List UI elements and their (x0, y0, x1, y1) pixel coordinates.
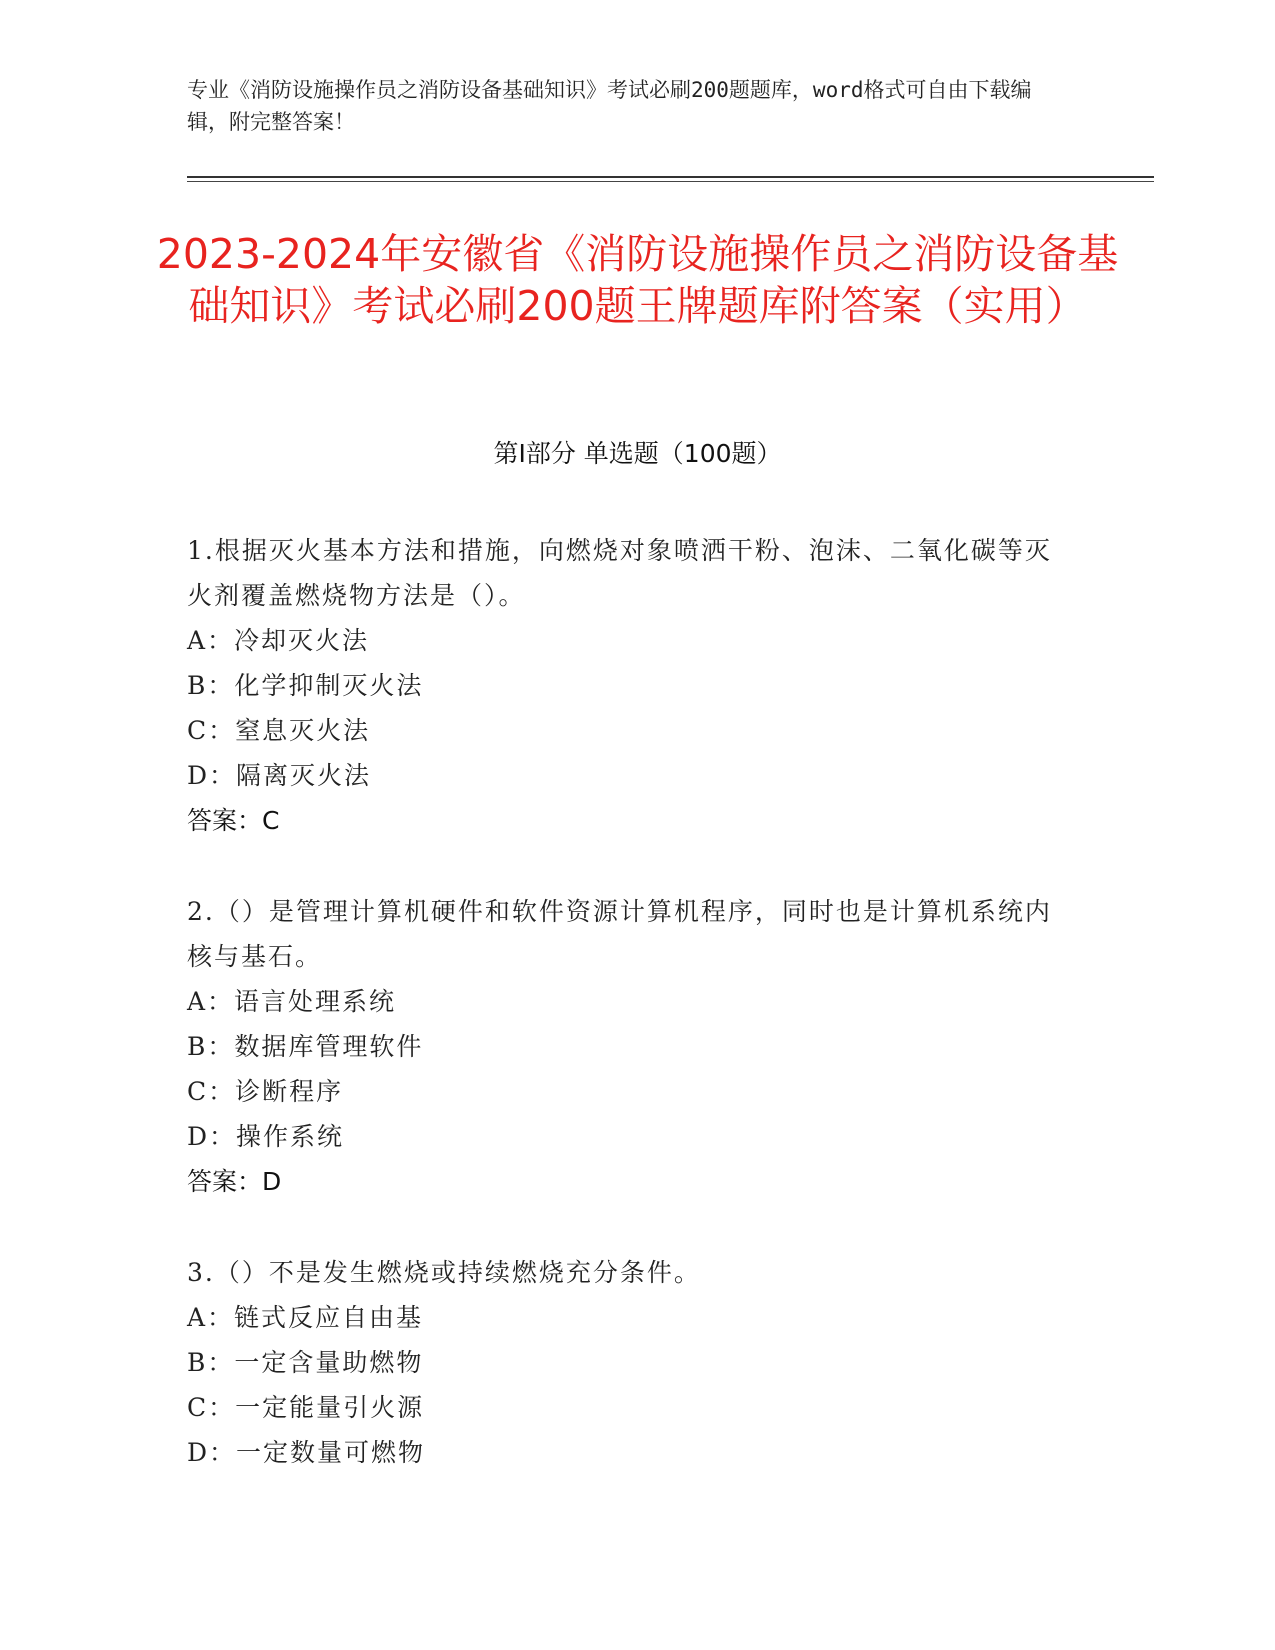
option-c: C：窒息灭火法 (187, 716, 371, 745)
question-text: 1.根据灭火基本方法和措施，向燃烧对象喷洒干粉、泡沫、二氧化碳等灭火剂覆盖燃烧物方法是（）。 (187, 536, 1052, 610)
question-list (187, 528, 1067, 1521)
header-note: 专业《消防设施操作员之消防设备基础知识》考试必刷200题题库，word格式可自由下载编辑，附完整答案！ (187, 78, 1032, 134)
question-text: 3.（）不是发生燃烧或持续燃烧充分条件。 (187, 1258, 701, 1287)
question-2 (187, 889, 1067, 1204)
option-c: C：诊断程序 (187, 1077, 344, 1106)
option-a: A：链式反应自由基 (187, 1303, 424, 1332)
answer: 答案：D (187, 1167, 282, 1196)
option-d: D：隔离灭火法 (187, 761, 372, 790)
question-text: 2.（）是管理计算机硬件和软件资源计算机程序，同时也是计算机系统内核与基石。 (187, 897, 1052, 971)
option-a: A：冷却灭火法 (187, 626, 370, 655)
header-divider-thick (187, 176, 1154, 178)
option-b: B：化学抑制灭火法 (187, 671, 424, 700)
section-heading: 第I部分 单选题（100题） (493, 439, 782, 468)
option-d: D：操作系统 (187, 1122, 345, 1151)
option-a: A：语言处理系统 (187, 987, 397, 1016)
option-b: B：数据库管理软件 (187, 1032, 424, 1061)
option-c: C：一定能量引火源 (187, 1393, 425, 1422)
option-b: B：一定含量助燃物 (187, 1348, 424, 1377)
answer: 答案：C (187, 806, 280, 835)
question-1 (187, 528, 1067, 843)
header-divider-thin (187, 181, 1154, 182)
document-title: 2023-2024年安徽省《消防设施操作员之消防设备基础知识》考试必刷200题王牌题库附答案（实用） (156, 230, 1119, 330)
question-3 (187, 1250, 1067, 1475)
option-d: D：一定数量可燃物 (187, 1438, 426, 1467)
